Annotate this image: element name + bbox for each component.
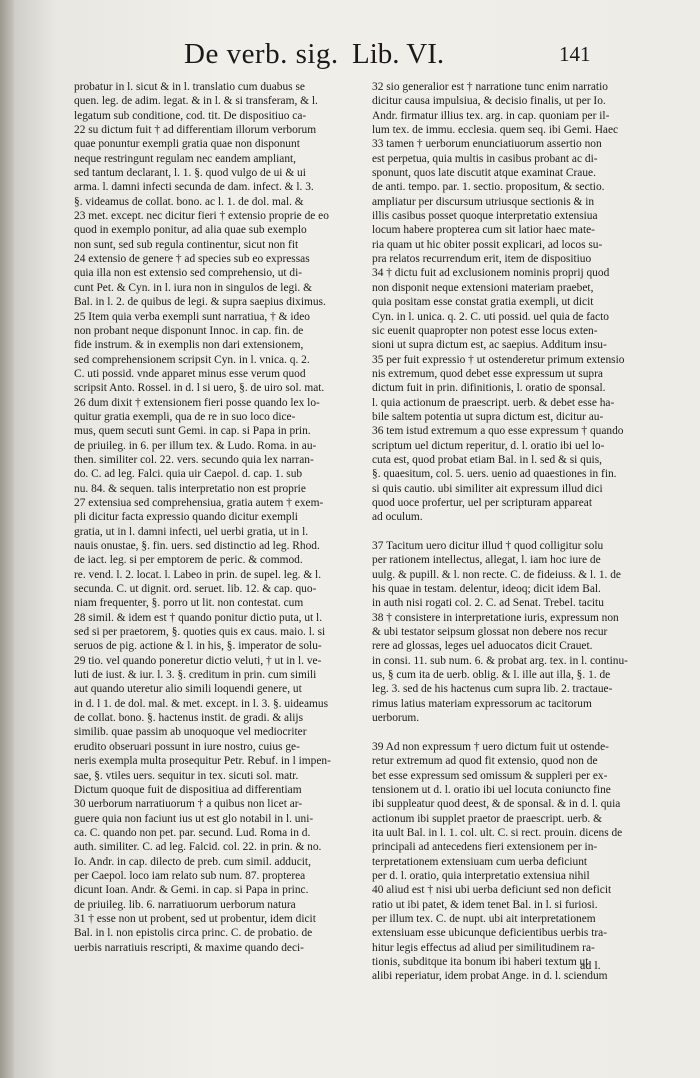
text-line: 33 tamen † uerborum enunciatiuorum assertio non (372, 138, 602, 151)
text-line: Cyn. in l. unica. q. 2. C. uti possid. uel quia de facto (372, 310, 609, 323)
text-line: 39 Ad non expressum † uero dictum fuit ut ostende- (372, 740, 609, 753)
text-line: sioni ut supra dictum est, ac saepius. Additum insu- (372, 339, 607, 352)
text-line: per d. l. oratio, quia interpretatio extensiua nihil (372, 869, 590, 882)
text-line: de priuileg. lib. 6. narratiuorum uerborum natura (74, 898, 296, 911)
text-line: Io. Andr. in cap. dilecto de preb. cum simil. adducit, (74, 855, 311, 868)
book-spine-shadow (0, 0, 14, 1078)
text-line: 27 extensiua sed comprehensiua, gratia autem † exem- (74, 496, 324, 509)
text-line: per Caepol. loco iam relato sub num. 87. propterea (74, 869, 306, 882)
text-line: C. uti possid. vnde apparet minus esse verum quod (74, 367, 306, 380)
text-line: tionis, subditque ita bonum ibi haberi textum ut (372, 955, 589, 968)
text-line: locum habere propterea cum sit latior haec mate- (372, 224, 595, 237)
text-line: pra relatos recurrendum erit, item de dispositiuo (372, 253, 592, 266)
text-line: neris exempla multa prosequitur Petr. Rebuf. in l impen- (74, 755, 331, 768)
page-number: 141 (559, 42, 591, 66)
text-line: sponunt, quos late discutit atque examinat Craue. (372, 167, 596, 180)
text-line: Andr. firmatur illius tex. arg. in cap. quoniam per il- (372, 109, 610, 122)
text-line: Bal. in l. 2. de quibus de legi. & supra saepius diximus. (74, 296, 326, 309)
text-line: Bal. in l. non epistolis circa princ. C. de probatio. de (74, 927, 313, 940)
text-line: tensionem ut d. l. oratio ibi uel locuta coniuncto fine (372, 783, 611, 796)
text-line: mus, quem secuti sunt Gemi. in cap. si Papa in prin. (74, 425, 311, 438)
text-line: de anti. tempo. par. 1. sectio. propositum, & sectio. (372, 181, 605, 194)
text-line: 37 Tacitum uero dicitur illud † quod colligitur solu (372, 540, 604, 552)
text-line: scripsit Anto. Rossel. in d. l si uero, §. de uiro sol. mat. (74, 382, 325, 395)
text-line: retur extremum ad quod fit extensio, quod non de (372, 755, 598, 768)
text-line: cunt Pet. & Cyn. in l. iura non in singulos de legi. & (74, 281, 312, 294)
text-line: fide instrum. & in exemplis non dari extensionem, (74, 339, 304, 352)
text-line: bet esse expressum sed omissum & suppleri per ex- (372, 769, 608, 782)
text-line: erudito obseruari possunt in iure nostro, cuius ge- (74, 740, 300, 753)
text-line: his quae in testam. delentur, ideoq; dicit idem Bal. (372, 583, 601, 596)
text-line: & ubi testator seipsum glossat non debere nos recur (372, 626, 608, 639)
text-line: 23 met. except. nec dicitur fieri † extensio proprie de eo (74, 210, 329, 223)
text-line: in auth nisi rogati col. 2. C. ad Senat. Trebel. tacitu (372, 597, 604, 610)
text-line: non disponit neque extensioni materiam praebet, (372, 281, 594, 294)
text-line: cuta est, quod probat etiam Bal. in l. sed & si quis, (372, 453, 602, 466)
text-line: neque restringunt regulam nec eandem ampliant, (74, 152, 297, 165)
text-line: alibi reperiatur, idem probat Ange. in d. l. sciendum (372, 970, 608, 983)
text-line: quia positam esse constat gratia exempli, ut dicit (372, 296, 594, 309)
text-line: 40 aliud est † nisi ubi uerba deficiunt sed non deficit (372, 884, 612, 897)
text-line: non sunt, sed sub regula continentur, sicut non fit (74, 238, 299, 251)
text-line: §. quaesitum, col. 5. uers. uenio ad quaestiones in fin. (372, 468, 617, 481)
text-line: guere quia non faciunt ius ut est glo notabil in l. uni- (74, 812, 314, 825)
text-line: terpretationem extensiuam cum uerba deficiunt (372, 855, 588, 868)
text-line: secunda. C. ut dignit. ord. seruet. lib. 12. & cap. quo- (74, 583, 317, 596)
text-line: leg. 3. sed de his hactenus cum supra lib. 2. tractaue- (372, 683, 613, 696)
text-line: in d. l 1. de dol. mal. & met. except. in l. 3. §. uideamus (74, 697, 329, 710)
text-line: de priuileg. in 6. per illum tex. & Ludo. Roma. in au- (74, 439, 317, 452)
text-line: dicunt Ioan. Andr. & Gemi. in cap. si Papa in princ. (74, 884, 309, 897)
text-line: arma. l. damni infecti secunda de dam. infect. & l. 3. (74, 181, 314, 194)
text-line: dicitur causa impulsiua, & decisio finalis, ut per Io. (372, 95, 606, 108)
text-line: l. quia actionum de praescript. uerb. & debet esse ha- (372, 396, 615, 409)
text-line: de collat. bono. §. hactenus instit. de gradi. & alijs (74, 712, 304, 725)
text-line: ampliatur per discursum utriusque sectionis & in (372, 195, 595, 208)
text-line: rere ad glossas, leges uel aduocatos dicit Crauet. (372, 640, 593, 653)
text-line: aut quando uteretur alio simili loquendi genere, ut (74, 683, 302, 696)
text-line: 36 tem istud extremum a quo esse expressum † quando (372, 425, 624, 438)
text-line: 30 uerborum narratiuorum † a quibus non licet ar- (74, 798, 303, 811)
text-line: dictum fuit in prin. difinitionis, l. oratio de sponsal. (372, 382, 606, 395)
text-line: sae, §. vtiles uers. sequitur in tex. sicuti sol. matr. (74, 769, 299, 782)
text-line: seruos de pig. actione & l. in his, §. imperator de solu- (74, 640, 322, 653)
text-line: illis casibus posset quoque interpretatio extensiua (372, 210, 598, 223)
left-text-column (74, 80, 374, 955)
text-line: lum tex. de immu. ecclesia. quem seq. ibi Gemi. Haec (372, 124, 619, 137)
text-line: ratio ut ibi patet, & idem tenet Bal. in l. si furiosi. (372, 898, 598, 911)
text-line: quod in exemplo ponitur, ad alia quae sub exemplo (74, 224, 307, 237)
text-line: 25 Item quia verba exempli sunt narratiua, † & ideo (74, 310, 310, 323)
text-line: 35 per fuit expressio † ut ostenderetur primum extensio (372, 353, 625, 366)
text-line: actionum ibi supplet praetor de praescript. uerb. & (372, 812, 602, 825)
text-line: sed si per praetorem, §. quoties quis ex caus. maio. l. si (74, 626, 326, 639)
text-line: do. C. ad leg. Falci. quia uir Caepol. d. cap. 1. sub (74, 468, 303, 481)
text-line: sed tantum declarant, l. 1. §. quod vulgo de ui & ui (74, 167, 306, 180)
text-line: then. similiter col. 22. vers. secundo quia lex narran- (74, 453, 314, 466)
text-line: 34 † dictu fuit ad exclusionem nominis proprij quod (372, 267, 610, 280)
text-line: ita uult Bal. in l. 1. col. ult. C. si rect. prouin. dicens de (372, 826, 623, 839)
text-line: uerbis narratiuis rescripti, & maxime quando deci- (74, 941, 304, 954)
text-line: de iact. leg. si per emptorem de peric. & commod. (74, 554, 303, 567)
text-line: quen. leg. de adim. legat. & in l. & si transferam, & l. (74, 95, 318, 108)
text-line (372, 525, 672, 539)
text-line: uulg. & pupill. & l. non recte. C. de fideiuss. & l. 1. de (372, 568, 621, 581)
text-line: §. videamus de collat. bono. ac l. 1. de dol. mal. & (74, 195, 304, 208)
text-line: 28 simil. & idem est † quando ponitur dictio puta, ut l. (74, 611, 323, 624)
text-line: 32 sio generalior est † narratione tunc enim narratio (372, 81, 608, 93)
text-line: nis extremum, quod debet esse expressum ut supra (372, 367, 603, 380)
text-line: ad oculum. (372, 511, 423, 524)
text-line: sed comprehensionem scripsit Cyn. in l. vnica. q. 2. (74, 353, 310, 366)
text-line: principali ad antecedens fieri extensionem per in- (372, 841, 598, 854)
text-line: probatur in l. sicut & in l. translatio cum duabus se (74, 81, 305, 93)
text-line: quia illa non est extensio sed comprehensio, ut di- (74, 267, 303, 280)
text-line: Dictum quoque fuit de dispositiua ad differentiam (74, 783, 302, 796)
book-page (14, 0, 700, 1078)
text-line: quod uoce profertur, uel per scripturam appareat (372, 496, 592, 509)
text-line: legatum sub conditione, cod. tit. De dispositiuo ca- (74, 109, 307, 122)
running-title: De verb. sig. (184, 38, 339, 70)
text-line: re. vend. l. 2. locat. l. Labeo in prin. de supel. leg. & l. (74, 568, 322, 581)
running-header (174, 38, 614, 78)
catchword: ad l. (580, 958, 601, 972)
text-line: gratia, ut in l. damni infecti, uel uerbi gratia, ut in l. (74, 525, 309, 538)
text-line: 29 tio. vel quando poneretur dictio veluti, † ut in l. ve- (74, 654, 322, 667)
text-line: extensiuam esse ubicunque deficientibus uerbis tra- (372, 927, 608, 940)
text-line: hitur legis effectus ad aliud per similitudinem ra- (372, 941, 595, 954)
text-line: luti de iust. & iur. l. 3. §. creditum in prin. cum simili (74, 669, 317, 682)
text-line: per illum tex. C. de nupt. ubi ait interpretationem (372, 912, 596, 925)
text-line: non probant neque disponunt Innoc. in cap. fin. de (74, 324, 304, 337)
text-line: nu. 84. & sequen. talis interpretatio non est proprie (74, 482, 306, 495)
text-line: sic euenit quapropter non potest esse locus exten- (372, 324, 598, 337)
text-line: 38 † consistere in interpretatione iuris, expressum non (372, 611, 619, 624)
text-line: scriptum uel dictum reperitur, d. l. oratio ibi uel lo- (372, 439, 605, 452)
text-line: est perpetua, quia multis in casibus probant ac di- (372, 152, 598, 165)
text-line: quae ponuntur exempli gratia quae non disponunt (74, 138, 300, 151)
text-line: nauis onustae, §. fin. uers. sed distinctio ad leg. Rhod. (74, 540, 320, 552)
text-line: auth. similiter. C. ad leg. Falcid. col. 22. in prin. & no. (74, 841, 322, 854)
text-line: ria quam ut hic obiter possit explicari, ad locos su- (372, 238, 603, 251)
text-line: quitur gratia exempli, qua de re in suo loco dice- (74, 410, 296, 423)
text-line: 22 su dictum fuit † ad differentiam illorum verborum (74, 124, 317, 137)
text-line (372, 725, 672, 739)
book-number: Lib. VI. (352, 38, 445, 70)
text-line: ibi suppleatur quod deest, & de sponsal. & in d. l. quia (372, 798, 621, 811)
text-line: 31 † esse non ut probent, sed ut probentur, idem dicit (74, 912, 316, 925)
text-line: us, § cum ita de uerb. oblig. & l. ille aut illa, §. 1. de (372, 669, 611, 682)
text-line: 26 dum dixit † extensionem fieri posse quando lex lo- (74, 396, 320, 409)
text-line: similib. quae passim ab unoquoque vel mediocriter (74, 726, 307, 739)
text-line: si quis cautio. ubi similiter ait expressum illud dici (372, 482, 603, 495)
right-text-column (372, 80, 672, 984)
text-line: 24 extensio de genere † ad species sub eo expressas (74, 253, 310, 266)
text-line: in consi. 11. sub num. 6. & probat arg. tex. in l. continu- (372, 654, 628, 667)
text-line: rimus latius materiam expressorum ac tacitorum (372, 697, 592, 710)
text-line: bile saltem potentia ut supra dictum est, dicitur au- (372, 410, 604, 423)
text-line: ca. C. quando non pet. par. secund. Lud. Roma in d. (74, 826, 311, 839)
text-line: uerborum. (372, 712, 420, 725)
text-line: pli dicitur facta expressio quando dicitur exempli (74, 511, 298, 524)
text-line: per rationem intellectus, allegat, l. iam hoc iure de (372, 554, 601, 567)
text-line: niam frequenter, §. porro ut lit. non contestat. cum (74, 597, 304, 610)
